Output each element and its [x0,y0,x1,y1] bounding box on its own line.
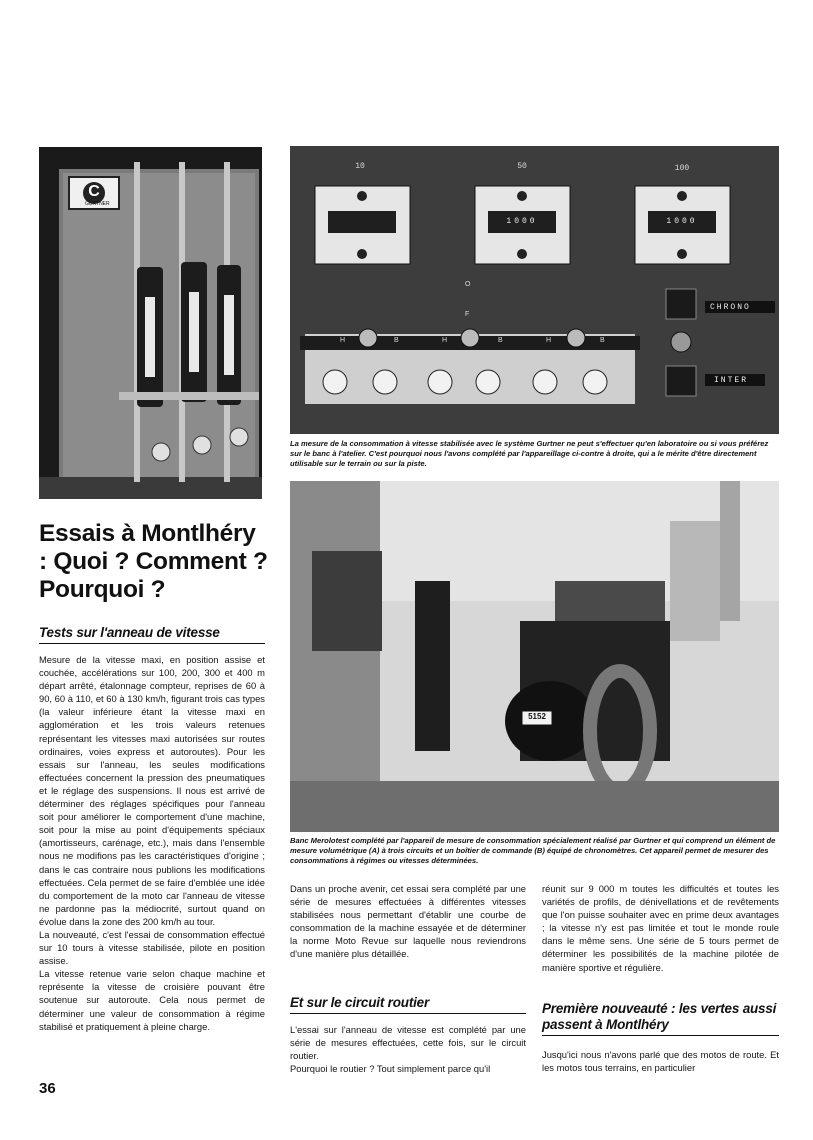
column-1-paragraph-3: La vitesse retenue varie selon chaque machine et représente la vitesse de croisière pouvant être soutenue sur autoroute. Cela nous permet de déterminer une valeur de consommation à régime stabilisé et pratiquement à pleine charge. [39,968,265,1032]
page-number: 36 [39,1080,56,1097]
article-column-1 [39,653,265,1033]
workshop-illustration [290,481,779,832]
section-heading-vertes: Première nouveauté : les vertes aussi passent à Montlhéry [542,1001,779,1036]
control-panel-photo [290,146,779,434]
column-2-paragraph-1: Dans un proche avenir, cet essai sera complété par une série de mesures effectuées à différentes vitesses stabilisées nous permettant d'établir une courbe de consommation de la machine essayée et de déterminer la norme Moto Revue sur laquelle nous reviendrons d'une manière plus détaillée. [290,883,526,960]
row-letter-3: H [442,337,448,344]
meter-label-1: 10 [355,162,365,171]
column-2-paragraph-3: Pourquoi le routier ? Tout simplement parce qu'il [290,1063,491,1075]
workshop-photo [290,481,779,832]
column-3-paragraph-2: Jusqu'ici nous n'avons parlé que des motos de route. Et les motos tous terrains, en particulier [542,1049,779,1074]
meter-reading-3: 1000 [666,217,698,226]
gurtner-gauge-photo [39,147,262,499]
chrono-label: CHRONO [710,303,751,312]
meter-reading-2: 1000 [506,217,538,226]
column-3-paragraph-1: réunit sur 9 000 m toutes les difficultés et toutes les variétés de profils, de dénivellations et de revêtements que l'on puisse souhaiter avec en prime deux avantages ; la vitesse n'y est pas limitée et tout le monde roule dans le même sens. Une série de 5 tours permet de déterminer les possibilités de la machine pilotée de manière sportive et régulière. [542,883,779,973]
section-heading-anneau: Tests sur l'anneau de vitesse [39,625,265,644]
switch-letter-f: F [465,311,470,318]
article-title: Essais à Montlhéry : Quoi ? Comment ? Pourquoi ? [39,520,268,603]
article-column-3 [542,882,779,974]
article-column-3b [542,1048,779,1074]
row-letter-6: B [600,337,605,344]
workshop-caption: Banc Merolotest complété par l'appareil de mesure de consommation spécialement réalisé par Gurtner et qui comprend un élément de mesure volumétrique (A) à trois circuits et un boîtier de commande (B) équipé de chronomètres. Cet appareil permet de mesurer des consommations à régimes ou vitesses déterminées. [290,836,776,865]
column-2-paragraph-2: L'essai sur l'anneau de vitesse est complété par une série de mesures effectuées, cette fois, sur le circuit routier. [290,1024,526,1062]
inter-label: INTER [714,376,749,385]
row-letter-1: H [340,337,346,344]
row-letter-4: B [498,337,503,344]
workshop-plate-number: 5152 [528,712,546,721]
gurtner-logo-letter: C [88,183,100,200]
column-1-paragraph-2: La nouveauté, c'est l'essai de consommation effectué sur 10 tours à vitesse stabilisée, pilote en position assise. [39,928,265,967]
gurtner-logo-text: GURTNER [85,201,110,207]
row-letter-5: H [546,337,552,344]
meter-label-3: 100 [674,164,690,173]
article-column-2b [290,1023,526,1075]
article-column-2 [290,882,526,961]
switch-letter-o: O [465,281,471,288]
section-heading-circuit: Et sur le circuit routier [290,995,526,1014]
control-panel-illustration [290,146,779,434]
gauge-panel-illustration [39,147,262,499]
column-1-paragraph-1: Mesure de la vitesse maxi, en position assise et couchée, accélérations sur 100, 200, 300 et 400 m départ arrêté, étalonnage compteur, reprises de 60 à 90, 60 à 110, et 60 à 130 km/h, figurant trois cas types (la valeur inférieure étant la vitesse maxi en agglomération et les trois valeurs retenues représentant les vitesses maxi autorisées sur routes ordinaires, voies express et autoroutes). Pour les essais sur l'anneau, les seules modifications effectuées concernent la pression des pneumatiques et le réglage des suspensions. Il nous est arrivé de déterminer des réglages spécifiques pour l'anneau soit pour améliorer le comportement d'une machine, soit pour la mise au point d'équipements spéciaux (amortisseurs, carénage, etc.), mais dans l'ensemble nous ne modifions pas les caractéristiques d'origine ; dans le cas contraire nous publions les modifications effectuées. Cela permet de se faire d'emblée une idée du comportement de la moto car l'anneau de vitesse ne pardonne pas la médiocrité, surtout quand on évolue dans la zone des 200 km/h au tour. [39,654,265,927]
row-letter-2: B [394,337,399,344]
control-panel-caption: La mesure de la consommation à vitesse stabilisée avec le système Gurtner ne peut s'effectuer qu'en laboratoire ou si vous préférez sur le banc à l'atelier. C'est pourquoi nous l'avons complété par l'appareillage ci-contre à droite, qui a le mérite d'être directement utilisable sur le terrain ou sur la piste. [290,439,769,468]
meter-label-2: 50 [517,162,527,171]
